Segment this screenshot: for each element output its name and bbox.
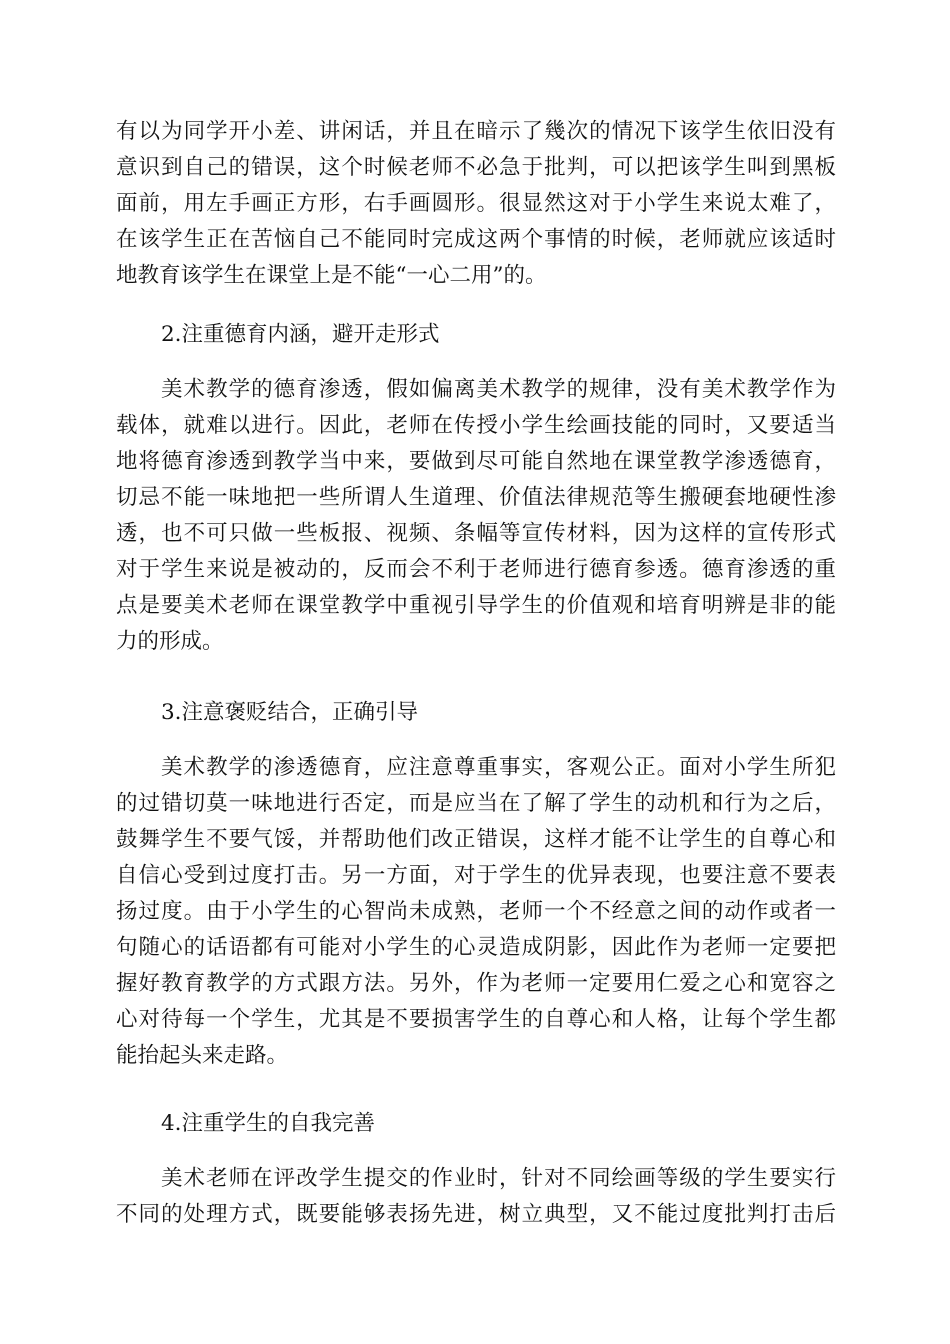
paragraph-line: 透，也不可只做一些板报、视频、条幅等宣传材料，因为这样的宣传形式 (116, 521, 836, 546)
paragraph-line: 意识到自己的错误，这个时候老师不必急于批判，可以把该学生叫到黑板 (116, 155, 836, 180)
paragraph-line: 心对待每一个学生，尤其是不要损害学生的自尊心和人格，让每个学生都 (116, 1007, 836, 1032)
paragraph-line: 能抬起头来走路。 (116, 1043, 289, 1068)
paragraph-line: 有以为同学开小差、讲闲话，并且在暗示了幾次的情况下该学生依旧没有 (116, 119, 836, 144)
section-heading-2: 2.注重德育内涵，避开走形式 (161, 322, 440, 347)
paragraph-line: 对于学生来说是被动的，反而会不利于老师进行德育参透。德育渗透的重 (116, 557, 836, 582)
paragraph-line: 美术老师在评改学生提交的作业时，针对不同绘画等级的学生要实行 (161, 1166, 836, 1191)
paragraph-line: 面前，用左手画正方形，右手画圆形。很显然这对于小学生来说太难了， (116, 191, 836, 216)
paragraph-line: 扬过度。由于小学生的心智尚未成熟，老师一个不经意之间的动作或者一 (116, 899, 836, 924)
paragraph-line: 握好教育教学的方式跟方法。另外，作为老师一定要用仁爱之心和宽容之 (116, 971, 836, 996)
paragraph-line: 的过错切莫一味地进行否定，而是应当在了解了学生的动机和行为之后， (116, 791, 836, 816)
paragraph-line: 切忌不能一味地把一些所谓人生道理、价值法律规范等生搬硬套地硬性渗 (116, 485, 836, 510)
paragraph-line: 美术教学的德育渗透，假如偏离美术教学的规律，没有美术教学作为 (161, 377, 836, 402)
paragraph-line: 美术教学的渗透德育，应注意尊重事实，客观公正。面对小学生所犯 (161, 755, 836, 780)
paragraph-line: 地教育该学生在课堂上是不能“一心二用”的。 (116, 263, 547, 288)
paragraph-line: 点是要美术老师在课堂教学中重视引导学生的价值观和培育明辨是非的能 (116, 593, 836, 618)
paragraph-line: 地将德育渗透到教学当中来，要做到尽可能自然地在课堂教学渗透德育， (116, 449, 836, 474)
section-heading-3: 3.注意褒贬结合，正确引导 (161, 700, 419, 725)
section-heading-4: 4.注重学生的自我完善 (161, 1111, 376, 1136)
paragraph-line: 自信心受到过度打击。另一方面，对于学生的优异表现，也要注意不要表 (116, 863, 836, 888)
paragraph-line: 载体，就难以进行。因此，老师在传授小学生绘画技能的同时，又要适当 (116, 413, 836, 438)
paragraph-line: 在该学生正在苦恼自己不能同时完成这两个事情的时候，老师就应该适时 (116, 227, 836, 252)
paragraph-line: 句随心的话语都有可能对小学生的心灵造成阴影，因此作为老师一定要把 (116, 935, 836, 960)
paragraph-line: 不同的处理方式，既要能够表扬先进，树立典型，又不能过度批判打击后 (116, 1202, 836, 1227)
paragraph-line: 鼓舞学生不要气馁，并帮助他们改正错误，这样才能不让学生的自尊心和 (116, 827, 836, 852)
paragraph-line: 力的形成。 (116, 629, 224, 654)
